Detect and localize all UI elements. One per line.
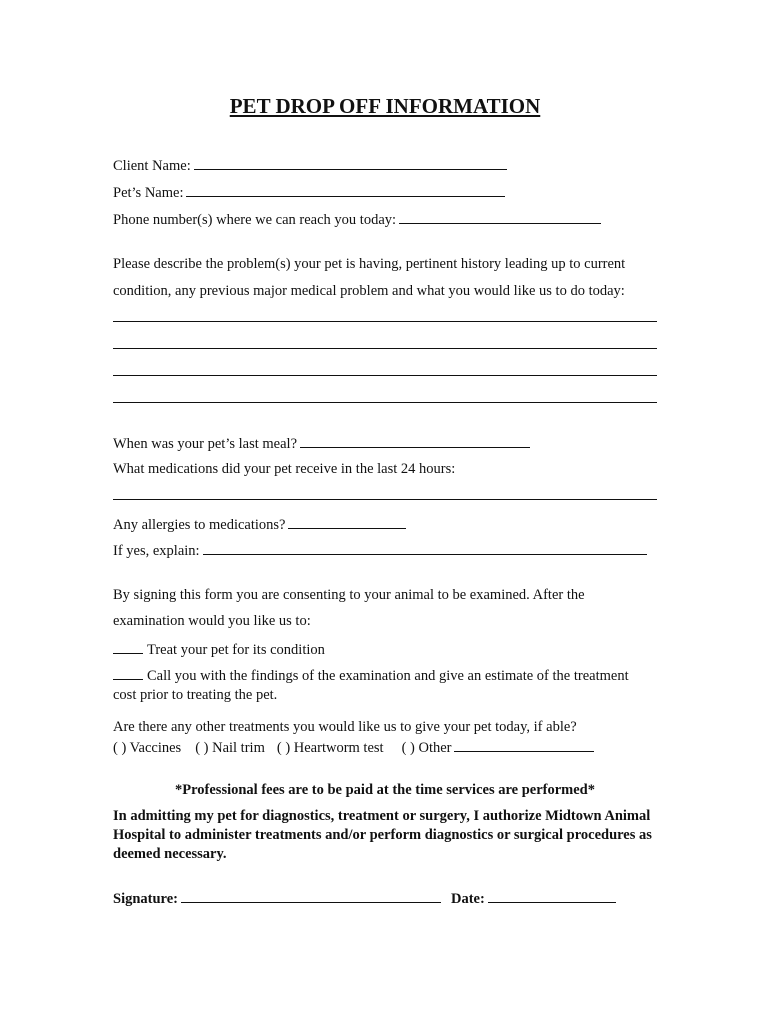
fees-notice: *Professional fees are to be paid at the time services are performed* xyxy=(175,782,595,798)
allergies-row xyxy=(113,514,406,534)
medications-answer-line[interactable] xyxy=(113,499,657,500)
pet-name-row xyxy=(113,182,505,202)
explain-row xyxy=(113,540,647,560)
explain-field[interactable] xyxy=(203,540,647,555)
phone-field[interactable] xyxy=(399,209,601,224)
option-treat-row xyxy=(113,639,325,659)
pet-name-field[interactable] xyxy=(186,182,505,197)
vaccines-checkbox[interactable]: ( ) Vaccines xyxy=(113,740,182,756)
signature-field[interactable] xyxy=(181,888,441,903)
client-name-field[interactable] xyxy=(194,155,507,170)
last-meal-label: When was your pet’s last meal? xyxy=(113,436,298,452)
option-treat-label: Treat your pet for its condition xyxy=(147,642,325,658)
signature-row xyxy=(113,888,616,908)
heartworm-test-checkbox[interactable]: ( ) Heartworm test xyxy=(276,740,384,756)
consent-line-1: By signing this form you are consenting to your animal to be examined. After the xyxy=(113,587,585,603)
explain-label: If yes, explain: xyxy=(113,543,200,559)
page-title: PET DROP OFF INFORMATION xyxy=(229,94,541,118)
other-checkbox[interactable]: ( ) Other xyxy=(401,740,452,756)
option-call-row xyxy=(113,665,653,705)
problem-answer-line-1[interactable] xyxy=(113,321,657,322)
allergies-field[interactable] xyxy=(288,514,406,529)
phone-row xyxy=(113,209,601,229)
other-treatments-question: Are there any other treatments you would like us to give your pet today, if able? xyxy=(113,719,577,735)
last-meal-row xyxy=(113,433,530,453)
signature-label: Signature: xyxy=(113,891,178,907)
authorization-text: In admitting my pet for diagnostics, treatment or surgery, I authorize Midtown Animal Hospital to administer treatments and/or perform diagnostics or surgical procedures as deemed necessary. xyxy=(113,808,652,862)
other-treatments-options xyxy=(113,737,594,757)
client-name-row xyxy=(113,155,507,175)
problem-line-2: condition, any previous major medical problem and what you would like us to do today: xyxy=(113,283,625,299)
client-name-label: Client Name: xyxy=(113,158,191,174)
problem-answer-line-3[interactable] xyxy=(113,375,657,376)
date-label: Date: xyxy=(451,891,485,907)
allergies-label: Any allergies to medications? xyxy=(113,517,286,533)
phone-label: Phone number(s) where we can reach you today: xyxy=(113,212,397,228)
last-meal-field[interactable] xyxy=(300,433,530,448)
date-field[interactable] xyxy=(488,888,616,903)
option-treat-checkline[interactable] xyxy=(113,639,143,654)
option-call-label: Call you with the findings of the examination and give an estimate of the treatment cost prior to treating the pet. xyxy=(113,668,629,703)
problem-line-1: Please describe the problem(s) your pet is having, pertinent history leading up to current xyxy=(113,256,626,272)
problem-answer-line-4[interactable] xyxy=(113,402,657,403)
medications-label: What medications did your pet receive in the last 24 hours: xyxy=(113,461,456,477)
option-call-checkline[interactable] xyxy=(113,665,143,680)
consent-line-2: examination would you like us to: xyxy=(113,613,311,629)
nail-trim-checkbox[interactable]: ( ) Nail trim xyxy=(195,740,265,756)
pet-name-label: Pet’s Name: xyxy=(113,185,184,201)
other-field[interactable] xyxy=(454,737,594,752)
problem-answer-line-2[interactable] xyxy=(113,348,657,349)
